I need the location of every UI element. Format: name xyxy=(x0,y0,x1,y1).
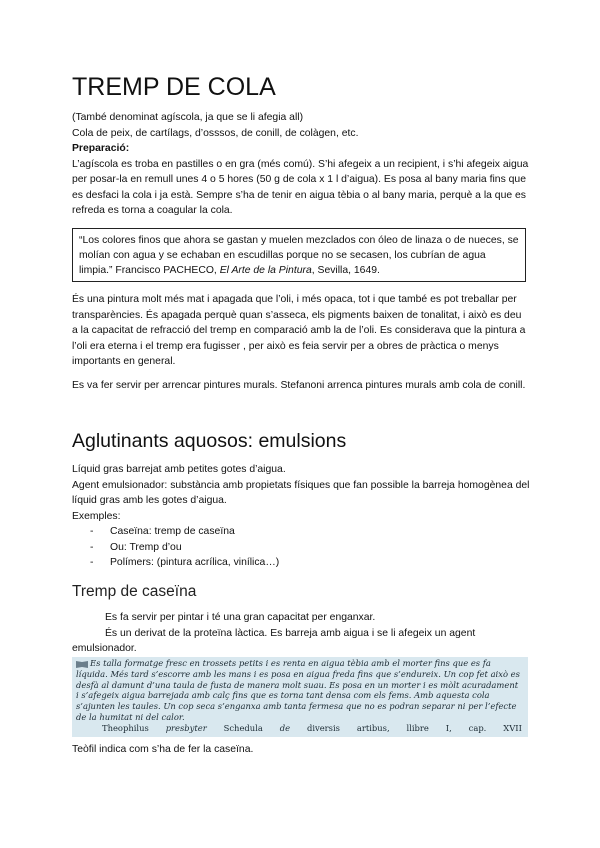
casein-block xyxy=(72,610,530,657)
cite-word: diversis xyxy=(306,722,340,733)
emulsions-line-1: Líquid gras barrejat amb petites gotes d’aigua. xyxy=(72,464,286,475)
cite-word: I, xyxy=(445,722,452,733)
list-item: - Polímers: (pintura acrílica, vinílica…) xyxy=(90,555,530,571)
paragraph-1: És una pintura molt més mat i apagada que l’oli, i més opaca, tot i que també es pot treballar per transparències. És apagada perquè quan s’asseca, els pigments baixen de tonalitat, i això es deu a la capacitat de refracció del tremp en comparació amb la de l’oli. Es considerava que la pintura a l’oli era eterna i el tremp era fugisser , per això es feia servir per a obres de pràctica o menys importants en general. xyxy=(72,294,526,367)
cite-word: artibus, xyxy=(356,722,390,733)
after-excerpt xyxy=(72,742,530,758)
list-item: - Ou: Tremp d’ou xyxy=(90,540,530,556)
preparation-label: Preparació: xyxy=(72,143,130,154)
section-heading-casein: Tremp de caseïna xyxy=(72,583,197,600)
examples-label: Exemples: xyxy=(72,510,121,522)
cite-word: Schedula xyxy=(223,722,263,733)
page-title: TREMP DE COLA xyxy=(72,73,276,101)
cite-word: Theophilus xyxy=(102,722,149,733)
preparation-text: L’agíscola es troba en pastilles o en gra (més comú). S’hi afegeix a un recipient, i s’hi afegeix aigua per posar-la en remull unes 4 o 5 hores (50 g de cola x 1 l d’aigua). Es posa al bany maria fins que es desfaci la cola i ja està. Sempre s’ha de tenir en aigua tèbia o al bany maria, perquè a la que es refreda es torna a coagular la cola. xyxy=(72,158,529,216)
intro-line-1: (També denominat agíscola, ja que se li afegia all) xyxy=(72,112,304,123)
examples-list xyxy=(72,524,530,571)
quote-tail: , Sevilla, 1649. xyxy=(311,265,380,276)
intro-line-2: Cola de peix, de cartílags, d’osssos, de conill, de colàgen, etc. xyxy=(72,127,359,139)
paragraph-opacity xyxy=(72,292,530,370)
emulsions-block xyxy=(72,462,530,571)
cite-word: XVII xyxy=(503,722,522,733)
after-excerpt-text: Teòfil indica com s’ha de fer la caseïna. xyxy=(72,744,254,755)
paragraph-murals xyxy=(72,378,530,394)
quote-book-title: El Arte de la Pintura xyxy=(219,265,312,276)
casein-line-2b: emulsionador. xyxy=(72,643,137,654)
cite-word: presbyter xyxy=(165,722,207,733)
pacheco-quote-box xyxy=(72,228,526,282)
casein-line-2a: És un derivat de la proteïna làctica. Es barreja amb aigua i se li afegeix un agent xyxy=(105,627,476,639)
excerpt-text: Es talla formatge fresc en trossets petits i es renta en aigua tèbia amb el morter fins que es fa líquida. Més tard s’escorre amb les mans i es posa en aigua freda fins que s’endureix. Un cop fet això es desfà al damunt d’una taula de fusta de manera molt suau. Es posa en un morter i es mòlt acuradament i s’afegeix aigua barrejada amb calç fins que es torna tant densa com els fems. Amb aquesta cola s’ajunten les taules. Un cop seca s’enganxa amb tanta fermesa que no es podran separar ni per l’efecte de la humitat ni del calor. xyxy=(76,658,520,722)
excerpt-citation xyxy=(76,723,522,734)
theophilus-excerpt-image xyxy=(72,657,528,737)
cite-word: de xyxy=(279,722,291,733)
quote-text: “Los colores finos que ahora se gastan y muelen mezclados con óleo de linaza o de nueces, se molían con agua y se echaban en escudillas porque no se secasen, los cubrían de agua limpia.” Francisco PACHECO, xyxy=(79,235,519,276)
cite-word: cap. xyxy=(468,722,487,733)
cite-word: llibre xyxy=(406,722,429,733)
paragraph-2: Es va fer servir per arrencar pintures murals. Stefanoni arrenca pintures murals amb cola de conill. xyxy=(72,380,526,391)
section-heading-emulsions: Aglutinants aquosos: emulsions xyxy=(72,430,347,452)
casein-line-1: Es fa servir per pintar i té una gran capacitat per enganxar. xyxy=(105,612,376,623)
list-item: - Caseïna: tremp de caseïna xyxy=(90,524,530,540)
emulsions-line-2: Agent emulsionador: substància amb propietats físiques que fan possible la barreja homogènea del líquid gras amb les gotes d’aigua. xyxy=(72,479,530,506)
book-icon xyxy=(76,660,88,668)
intro-block xyxy=(72,110,530,219)
